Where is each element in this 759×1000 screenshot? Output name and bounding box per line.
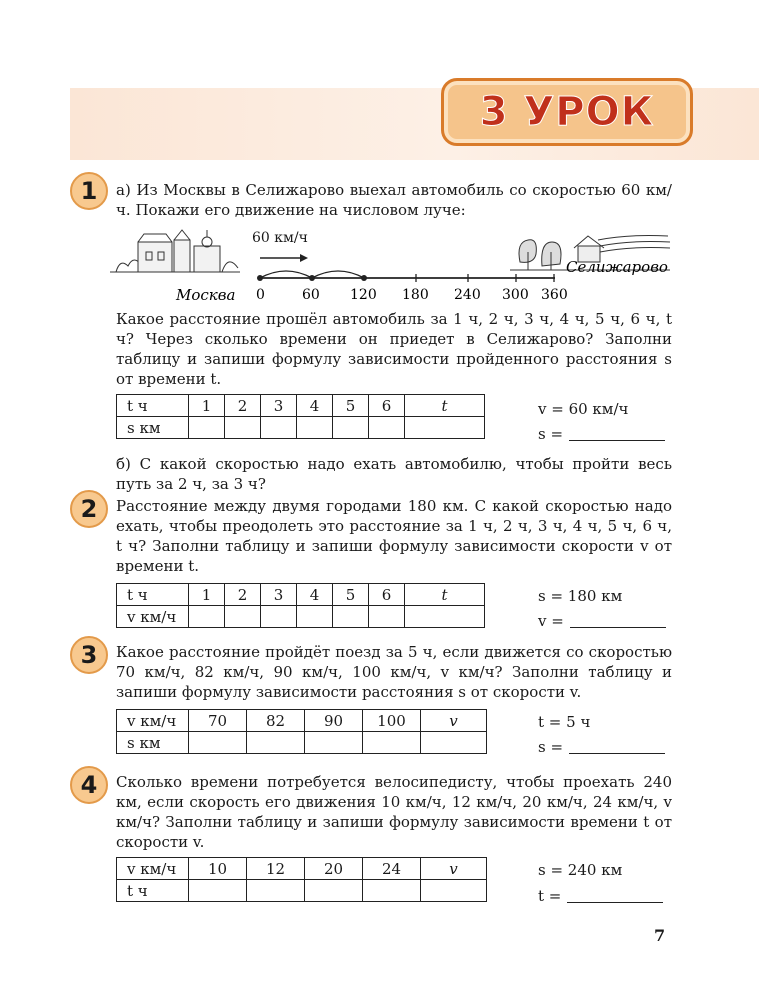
table-cell: s км bbox=[117, 732, 189, 754]
table-cell: 5 bbox=[333, 584, 369, 606]
answer-cell[interactable] bbox=[405, 417, 485, 439]
speed-label: 60 км/ч bbox=[252, 230, 308, 246]
city-end-label: Селижарово bbox=[566, 258, 668, 276]
task4-given: s = 240 км bbox=[538, 861, 623, 879]
task3-table bbox=[116, 709, 487, 754]
task-number-1: 1 bbox=[70, 172, 108, 210]
table-cell: 24 bbox=[363, 858, 421, 880]
task1-formula bbox=[538, 424, 665, 444]
answer-cell[interactable] bbox=[261, 417, 297, 439]
table-cell: 82 bbox=[247, 710, 305, 732]
tick-label-180: 180 bbox=[402, 287, 429, 303]
task4-table bbox=[116, 857, 487, 902]
table-cell: 10 bbox=[189, 858, 247, 880]
table-cell: 1 bbox=[189, 395, 225, 417]
answer-cell[interactable] bbox=[421, 732, 487, 754]
task-number-4: 4 bbox=[70, 766, 108, 804]
answer-cell[interactable] bbox=[333, 606, 369, 628]
table-row bbox=[117, 710, 487, 732]
task1-question: Какое расстояние прошёл автомобиль за 1 ч, 2 ч, 3 ч, 4 ч, 5 ч, 6 ч, t ч? Через сколько времени он приедет в Селижарово? Заполни таблицу и запиши формулу зависимости пройденного расстояния s от времени t. bbox=[116, 310, 672, 388]
task3-text: Какое расстояние пройдёт поезд за 5 ч, если движется со скоростью 70 км/ч, 82 км/ч, 90 км/ч, 100 км/ч, v км/ч? Заполни таблицу и запиши формулу зависимости расстояния s от скорости v. bbox=[116, 643, 672, 701]
answer-cell[interactable] bbox=[261, 606, 297, 628]
task3-find: s = bbox=[538, 738, 564, 756]
task1-part-b: б) С какой скоростью надо ехать автомобилю, чтобы пройти весь путь за 2 ч, за 3 ч? bbox=[116, 455, 672, 493]
task4-formula bbox=[538, 886, 663, 906]
table-row bbox=[117, 880, 487, 902]
answer-line[interactable] bbox=[569, 440, 665, 441]
table-cell: 1 bbox=[189, 584, 225, 606]
table-cell: 3 bbox=[261, 584, 297, 606]
tick-label-240: 240 bbox=[454, 287, 481, 303]
answer-cell[interactable] bbox=[189, 606, 225, 628]
answer-line[interactable] bbox=[569, 753, 665, 754]
answer-cell[interactable] bbox=[363, 732, 421, 754]
table-cell: 4 bbox=[297, 395, 333, 417]
table-cell: 2 bbox=[225, 395, 261, 417]
answer-cell[interactable] bbox=[421, 880, 487, 902]
answer-line[interactable] bbox=[570, 627, 666, 628]
task2-find: v = bbox=[538, 612, 564, 630]
answer-cell[interactable] bbox=[225, 606, 261, 628]
task1-given: v = 60 км/ч bbox=[538, 400, 629, 418]
answer-cell[interactable] bbox=[189, 732, 247, 754]
task3-formula bbox=[538, 737, 665, 757]
table-cell: v bbox=[421, 710, 487, 732]
table-cell: 6 bbox=[369, 395, 405, 417]
task1-table bbox=[116, 394, 485, 439]
task1-part-a: а) Из Москвы в Селижарово выехал автомобиль со скоростью 60 км/ч. Покажи его движение на числовом луче: bbox=[116, 181, 672, 219]
task2-table bbox=[116, 583, 485, 628]
task3-given: t = 5 ч bbox=[538, 713, 591, 731]
lesson-title: 3 УРОК bbox=[479, 89, 655, 135]
number-ray-illustration bbox=[110, 222, 675, 304]
answer-cell[interactable] bbox=[297, 606, 333, 628]
table-cell: s км bbox=[117, 417, 189, 439]
answer-cell[interactable] bbox=[189, 417, 225, 439]
tick-label-120: 120 bbox=[350, 287, 377, 303]
answer-cell[interactable] bbox=[369, 606, 405, 628]
table-cell: 70 bbox=[189, 710, 247, 732]
task4-text: Сколько времени потребуется велосипедисту, чтобы проехать 240 км, если скорость его движения 10 км/ч, 12 км/ч, 20 км/ч, 24 км/ч, v км/ч? Заполни таблицу и запиши формулу зависимости времени t от скорости v. bbox=[116, 773, 672, 851]
table-row bbox=[117, 417, 485, 439]
table-cell: t bbox=[405, 395, 485, 417]
table-cell: v bbox=[421, 858, 487, 880]
answer-cell[interactable] bbox=[405, 606, 485, 628]
table-cell: 4 bbox=[297, 584, 333, 606]
page-number: 7 bbox=[654, 926, 666, 945]
jump-arc-2 bbox=[312, 271, 364, 278]
table-cell: 5 bbox=[333, 395, 369, 417]
task2-text: Расстояние между двумя городами 180 км. С какой скоростью надо ехать, чтобы преодолеть это расстояние за 1 ч, 2 ч, 3 ч, 4 ч, 5 ч, 6 ч, t ч? Заполни таблицу и запиши формулу зависимости скорости v от времени t. bbox=[116, 497, 672, 575]
lesson-badge bbox=[441, 78, 693, 146]
table-cell: v км/ч bbox=[117, 858, 189, 880]
answer-cell[interactable] bbox=[333, 417, 369, 439]
answer-cell[interactable] bbox=[225, 417, 261, 439]
answer-cell[interactable] bbox=[369, 417, 405, 439]
city-start-label: Москва bbox=[176, 286, 236, 304]
table-cell: 6 bbox=[369, 584, 405, 606]
task1-find: s = bbox=[538, 425, 564, 443]
tick-point-0 bbox=[257, 275, 263, 281]
table-cell: t ч bbox=[117, 880, 189, 902]
jump-arc-1 bbox=[260, 271, 312, 278]
table-cell: 3 bbox=[261, 395, 297, 417]
table-cell: t ч bbox=[117, 395, 189, 417]
table-cell: v км/ч bbox=[117, 710, 189, 732]
task-number-2: 2 bbox=[70, 490, 108, 528]
answer-cell[interactable] bbox=[305, 732, 363, 754]
table-row bbox=[117, 858, 487, 880]
task2-formula bbox=[538, 611, 666, 631]
tick-label-60: 60 bbox=[302, 287, 320, 303]
table-cell: 12 bbox=[247, 858, 305, 880]
task4-find: t = bbox=[538, 887, 562, 905]
answer-cell[interactable] bbox=[247, 880, 305, 902]
task2-given: s = 180 км bbox=[538, 587, 623, 605]
tick-point-60 bbox=[309, 275, 315, 281]
table-row bbox=[117, 395, 485, 417]
answer-cell[interactable] bbox=[363, 880, 421, 902]
table-cell: t bbox=[405, 584, 485, 606]
table-cell: 100 bbox=[363, 710, 421, 732]
answer-line[interactable] bbox=[567, 902, 663, 903]
table-cell: 2 bbox=[225, 584, 261, 606]
tick-point-120 bbox=[361, 275, 367, 281]
speed-arrow-icon bbox=[300, 254, 308, 262]
answer-cell[interactable] bbox=[247, 732, 305, 754]
moscow-kremlin-icon bbox=[110, 230, 240, 272]
table-cell: t ч bbox=[117, 584, 189, 606]
table-row bbox=[117, 732, 487, 754]
task-number-3: 3 bbox=[70, 636, 108, 674]
table-cell: 20 bbox=[305, 858, 363, 880]
table-row bbox=[117, 606, 485, 628]
table-row bbox=[117, 584, 485, 606]
table-cell: 90 bbox=[305, 710, 363, 732]
tick-label-360: 360 bbox=[541, 287, 568, 303]
tick-label-0: 0 bbox=[256, 287, 265, 303]
tick-label-300: 300 bbox=[502, 287, 529, 303]
answer-cell[interactable] bbox=[189, 880, 247, 902]
answer-cell[interactable] bbox=[297, 417, 333, 439]
answer-cell[interactable] bbox=[305, 880, 363, 902]
table-cell: v км/ч bbox=[117, 606, 189, 628]
